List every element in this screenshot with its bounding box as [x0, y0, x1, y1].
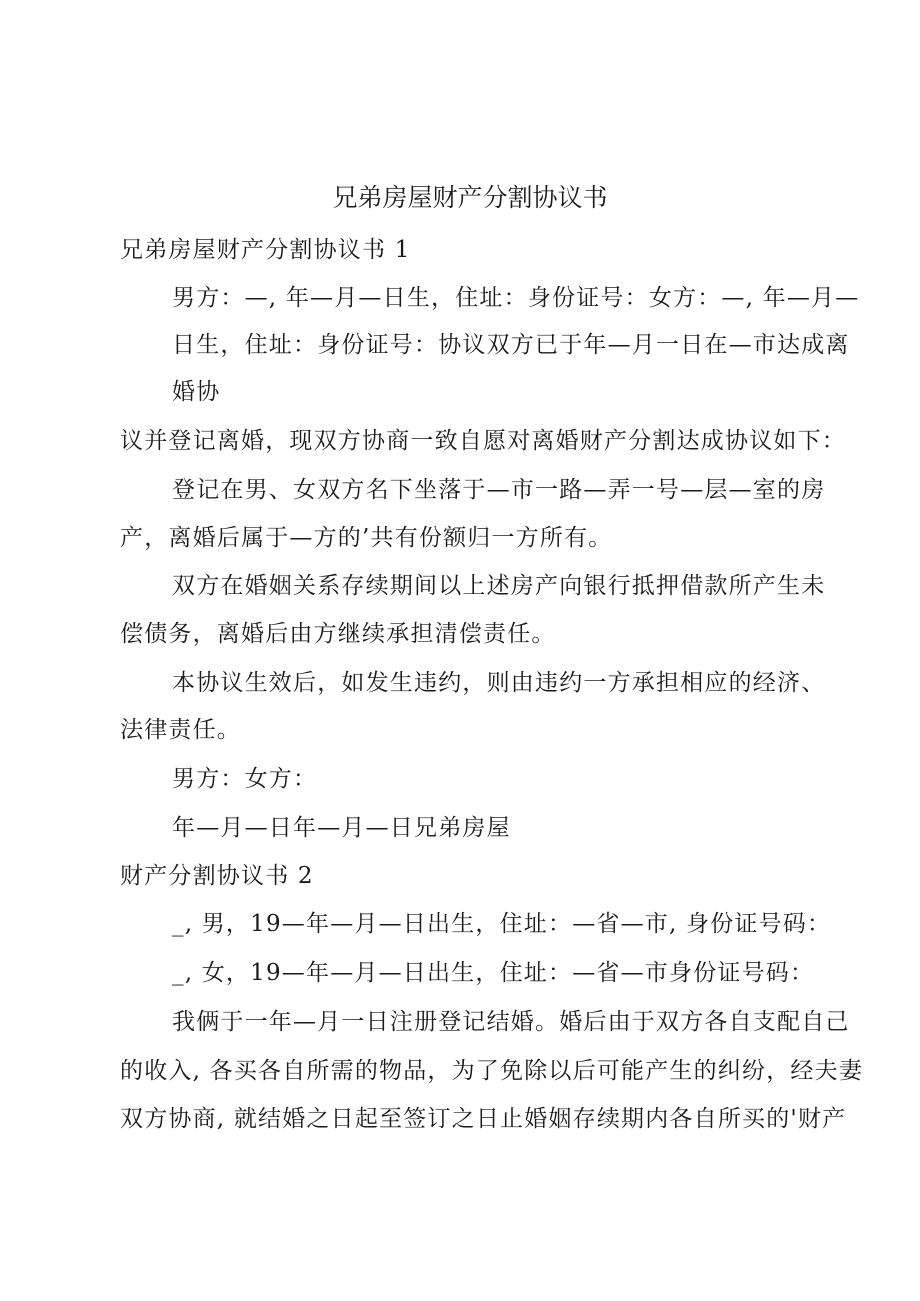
- paragraph-line: _, 男，19—年—月—日出生，住址：—省—市, 身份证号码：: [172, 911, 832, 937]
- paragraph-line: 议并登记离婚，现双方协商一致自愿对离婚财产分割达成协议如下：: [120, 428, 846, 454]
- paragraph-line: 的收入, 各买各自所需的物品，为了免除以后可能产生的纠纷，经夫妻: [120, 1058, 864, 1084]
- paragraph-line: 日生，住址：身份证号：协议双方已于年—月一日在—市达成离: [172, 332, 850, 358]
- section-heading-1: 兄弟房屋财产分割协议书 1: [120, 237, 411, 263]
- paragraph-line: 法律责任。: [120, 717, 241, 743]
- paragraph-line: 我俩于一年—月一日注册登记结婚。婚后由于双方各自支配自己: [172, 1009, 850, 1035]
- paragraph-line: 本协议生效后，如发生违约，则由违约一方承担相应的经济、: [172, 670, 826, 696]
- paragraph-line: _, 女，19—年—月—日出生，住址：—省—市身份证号码：: [172, 960, 815, 986]
- document-title: 兄弟房屋财产分割协议书: [332, 183, 608, 212]
- section-heading-2: 财产分割协议书 2: [120, 863, 314, 889]
- paragraph-line: 产，离婚后属于—方的’共有份额归一方所有。: [120, 525, 613, 551]
- paragraph-line: 婚协: [172, 379, 221, 405]
- paragraph-line: 登记在男、女双方名下坐落于—市一路—弄一号—层—室的房: [172, 477, 826, 503]
- paragraph-line: 偿债务，离婚后由方继续承担清偿责任。: [120, 621, 556, 647]
- date-line: 年—月—日年—月—日兄弟房屋: [172, 815, 511, 841]
- paragraph-line: 双方在婚姻关系存续期间以上述房产向银行抵押借款所产生未: [172, 573, 826, 599]
- paragraph-line: 男方：—, 年—月—日生，住址：身份证号：女方：—, 年—月—: [172, 285, 860, 311]
- signature-line: 男方：女方：: [172, 766, 318, 792]
- paragraph-line: 双方协商, 就结婚之日起至签订之日止婚姻存续期内各自所买的'财产: [120, 1106, 847, 1132]
